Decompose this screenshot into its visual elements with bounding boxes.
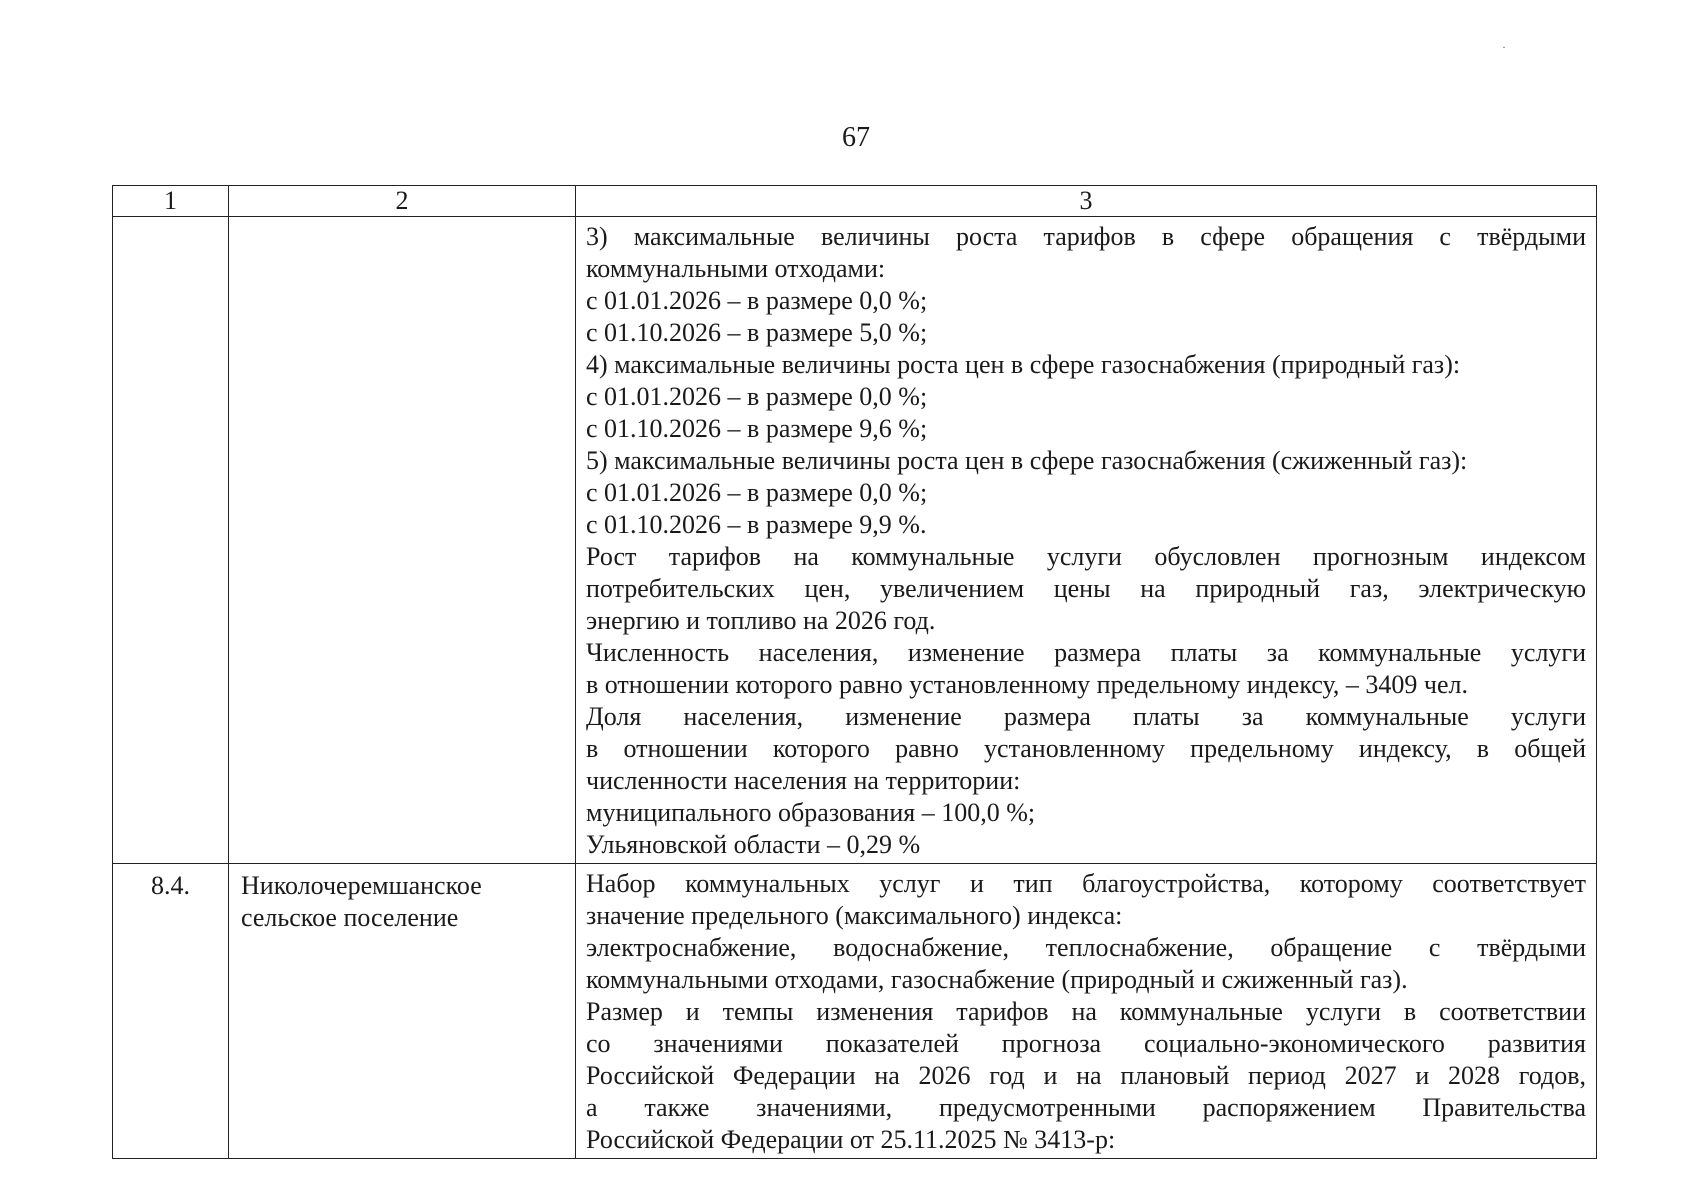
content-text-line: со значениями показателей прогноза социально-экономического развития	[586, 1029, 1586, 1058]
content-text-line: с 01.01.2026 – в размере 0,0 %;	[586, 478, 928, 507]
content-text-line: потребительских цен, увеличением цены на природный газ, электрическую	[586, 574, 1586, 603]
content-text-line: с 01.01.2026 – в размере 0,0 %;	[586, 382, 928, 411]
content-text-line: Российской Федерации от 25.11.2025 № 3413-р:	[586, 1125, 1116, 1154]
table-header-row	[113, 186, 1597, 217]
content-text-line: с 01.10.2026 – в размере 9,9 %.	[586, 510, 927, 539]
content-text-line: 4) максимальные величины роста цен в сфере газоснабжения (природный газ):	[586, 350, 1461, 379]
table-row	[113, 217, 1597, 864]
row-number-cell: 8.4.	[113, 864, 229, 1159]
content-text-line: электроснабжение, водоснабжение, теплоснабжение, обращение с твёрдыми	[586, 933, 1586, 962]
settlement-name-line: Николочеремшанское	[241, 871, 482, 900]
column-header-content: 3	[576, 186, 1597, 217]
table-row	[113, 864, 1597, 1159]
content-text-line: 5) максимальные величины роста цен в сфере газоснабжения (сжиженный газ):	[586, 446, 1468, 475]
content-text-line: с 01.10.2026 – в размере 9,6 %;	[586, 414, 928, 443]
content-text-line: с 01.10.2026 – в размере 5,0 %;	[586, 318, 928, 347]
column-header-number: 1	[113, 186, 229, 217]
table-body	[113, 217, 1597, 1159]
content-cell	[576, 217, 1597, 864]
scan-dot: ·	[1502, 40, 1506, 54]
content-text-line: энергию и топливо на 2026 год.	[586, 606, 936, 635]
content-text-line: Численность населения, изменение размера платы за коммунальные услуги	[586, 638, 1586, 667]
content-text-line: Ульяновской области – 0,29 %	[586, 830, 921, 859]
content-text-line: коммунальными отходами, газоснабжение (природный и сжиженный газ).	[586, 965, 1408, 994]
row-number-cell	[113, 217, 229, 864]
content-text-line: Российской Федерации на 2026 год и на плановый период 2027 и 2028 годов,	[586, 1061, 1586, 1090]
settlement-name-line: сельское поселение	[241, 903, 459, 932]
page-number: 67	[842, 122, 870, 153]
content-text-line: а также значениями, предусмотренными распоряжением Правительства	[586, 1093, 1586, 1122]
column-header-name: 2	[229, 186, 576, 217]
content-text-line: Рост тарифов на коммунальные услуги обусловлен прогнозным индексом	[586, 542, 1586, 571]
content-text-line: в отношении которого равно установленному предельному индексу, – 3409 чел.	[586, 670, 1469, 699]
content-text-line: численности населения на территории:	[586, 766, 1021, 795]
content-text-line: Доля населения, изменение размера платы за коммунальные услуги	[586, 702, 1586, 731]
content-text-line: Набор коммунальных услуг и тип благоустройства, которому соответствует	[586, 869, 1586, 898]
content-text-line: коммунальными отходами:	[586, 254, 886, 283]
content-text-line: Размер и темпы изменения тарифов на коммунальные услуги в соответствии	[586, 997, 1586, 1026]
settlement-name-cell	[229, 864, 576, 1159]
tariff-table	[112, 185, 1597, 1159]
settlement-name-cell	[229, 217, 576, 864]
content-text-line: муниципального образования – 100,0 %;	[586, 798, 1036, 827]
content-text-line: значение предельного (максимального) индекса:	[586, 901, 1123, 930]
content-text-line: в отношении которого равно установленному предельному индексу, в общей	[586, 734, 1586, 763]
content-cell	[576, 864, 1597, 1159]
content-text-line: 3) максимальные величины роста тарифов в сфере обращения с твёрдыми	[586, 222, 1586, 251]
content-text-line: с 01.01.2026 – в размере 0,0 %;	[586, 286, 928, 315]
